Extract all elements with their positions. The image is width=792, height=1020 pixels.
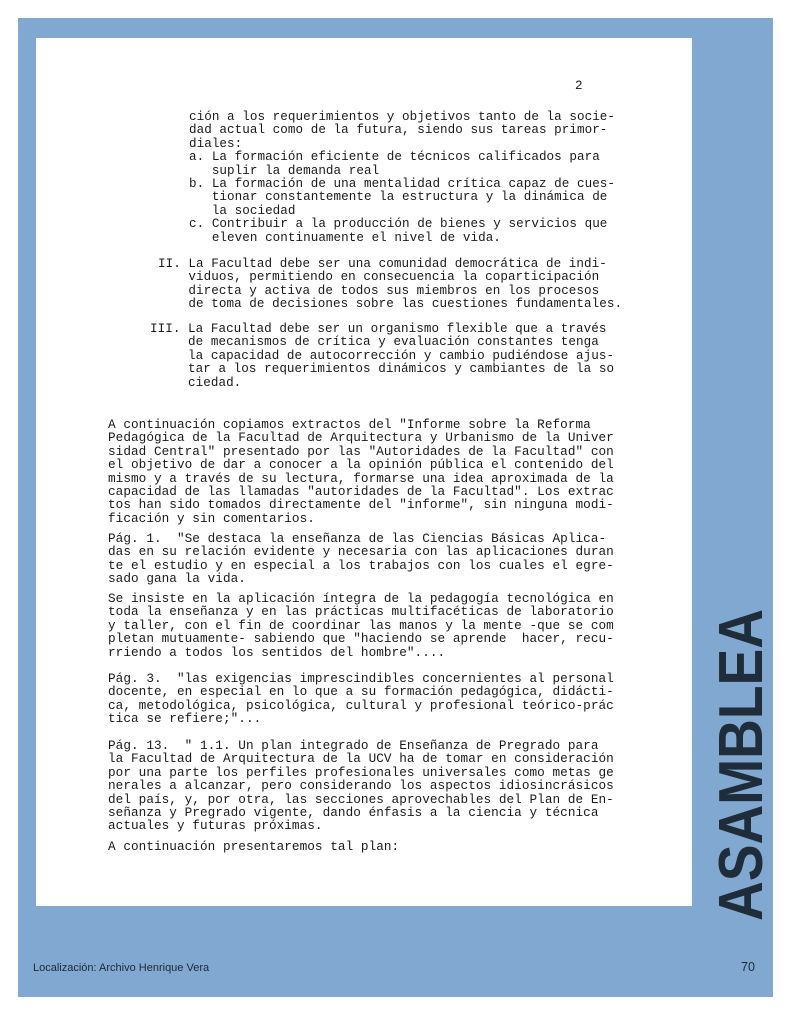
document-line: b. La formación de una mentalidad crítica capaz de cues- [189,177,616,192]
document-line: tionar constantemente la estructura y la dinámica de [189,190,608,205]
document-line: nerales a alcanzar, pero considerando los aspectos idiosincrásicos [108,778,614,794]
document-line: sidad Central" presentado por las "Autoridades de la Facultad" con [108,443,614,459]
document-line: A continuación presentaremos tal plan: [108,839,400,854]
document-line: pletan mutuamente- sabiendo que "haciendo se aprende hacer, recu- [108,631,614,647]
document-line: de toma de decisiones sobre las cuestiones fundamentales. [158,297,623,312]
document-line: capacidad de las llamadas "autoridades de la Facultad". Los extrac [108,484,614,500]
document-block-page-13-quote [108,739,614,833]
sidebar-title [704,569,776,923]
document-line: Pedagógica de la Facultad de Arquitectura y Urbanismo de la Univer [108,430,614,446]
document-line: Se insiste en la aplicación íntegra de la pedagogía tecnológica en [108,591,614,606]
document-block-pedagogy [108,592,614,659]
document-line: sado gana la vida. [108,571,246,587]
document-block-section-iii [150,323,614,390]
document-line: ficación y sin comentarios. [108,510,315,526]
document-block-section-ii [158,258,622,312]
document-line: tar a los requerimientos dinámicos y cambiantes de la so [150,362,615,377]
document-line: II. La Facultad debe ser una comunidad democrática de indi- [158,257,607,271]
document-line: Pág. 1. "Se destaca la enseñanza de las Ciencias Básicas Aplica- [108,531,607,546]
document-line: la sociedad [189,203,296,218]
document-line: por una parte los perfiles profesionales universales como metas ge [108,764,614,780]
footer-page-number: 70 [741,960,755,974]
document-line: ción a los requerimientos y objetivos tanto de la socie- [189,110,616,124]
document-block-closing [108,840,399,853]
document-line: de mecanismos de crítica y evaluación constantes tenga [150,335,599,350]
document-line: dad actual como de la futura, siendo sus tareas primor- [189,123,608,138]
document-line: y taller, con el fin de coordinar las manos y la mente -que se com [108,617,614,633]
document-line: Pág. 3. "las exigencias imprescindibles concernientes al personal [108,671,614,686]
document-line: la Facultad de Arquitectura de la UCV ha de tomar en consideración [108,751,614,767]
document-line: diales: [189,136,243,151]
document-line: suplir la demanda real [189,163,380,178]
document-block-page-1-quote [108,532,614,586]
document-line: viduos, permitiendo en consecuencia la coparticipación [158,270,600,285]
document-line: ca, metodológica, psicológica, cultural y profesional teórico-prác [108,697,614,713]
document-line: III. La Facultad debe ser un organismo flexible que a través [150,322,607,336]
document-line: ciedad. [150,375,242,390]
document-line: te el estudio y en especial a los trabajos con los cuales el egre- [108,557,614,573]
document-block-tasks [189,111,615,245]
footer-location: Localización: Archivo Henrique Vera [33,962,210,974]
sidebar-title-text: ASAMBLEA [707,569,776,921]
document-line: tos han sido tomados directamente del "informe", sin ninguna modi- [108,497,614,513]
document-line: del país, y, por otra, las secciones aprovechables del Plan de En- [108,791,614,807]
document-line: la capacidad de autocorrección y cambio pudiéndose ajus- [150,348,615,363]
document-line: señanza y Pregrado vigente, dando énfasis a la ciencia y técnica [108,805,599,821]
document-line: das en su relación evidente y necesaria con las aplicaciones duran [108,544,614,560]
document-line: directa y activa de todos sus miembros en los procesos [158,283,600,298]
document-line: c. Contribuir a la producción de bienes y servicios que [189,217,608,232]
document-line: docente, en especial en lo que a su formación pedagógica, didácti- [108,684,614,700]
document-block-page-3-quote [108,672,614,726]
document-line: actuales y futuras próximas. [108,818,323,834]
document-line: A continuación copiamos extractos del "Informe sobre la Reforma [108,417,591,432]
document-line: rriendo a todos los sentidos del hombre".... [108,644,446,660]
document-page-number: 2 [575,79,583,93]
document-line: Pág. 13. " 1.1. Un plan integrado de Enseñanza de Pregrado para [108,738,599,753]
document-line: el objetivo de dar a conocer a la opinión pública el contenido del [108,457,614,473]
document-line: a. La formación eficiente de técnicos calificados para [189,150,600,165]
document-line: tica se refiere;"... [108,711,262,727]
document-line: toda la enseñanza y en las prácticas multifacéticas de laboratorio [108,604,614,620]
document-line: mismo y a través de su lectura, formarse una idea aproximada de la [108,470,614,486]
document-block-introduction [108,418,614,525]
document-line: eleven continuamente el nivel de vida. [189,230,501,245]
